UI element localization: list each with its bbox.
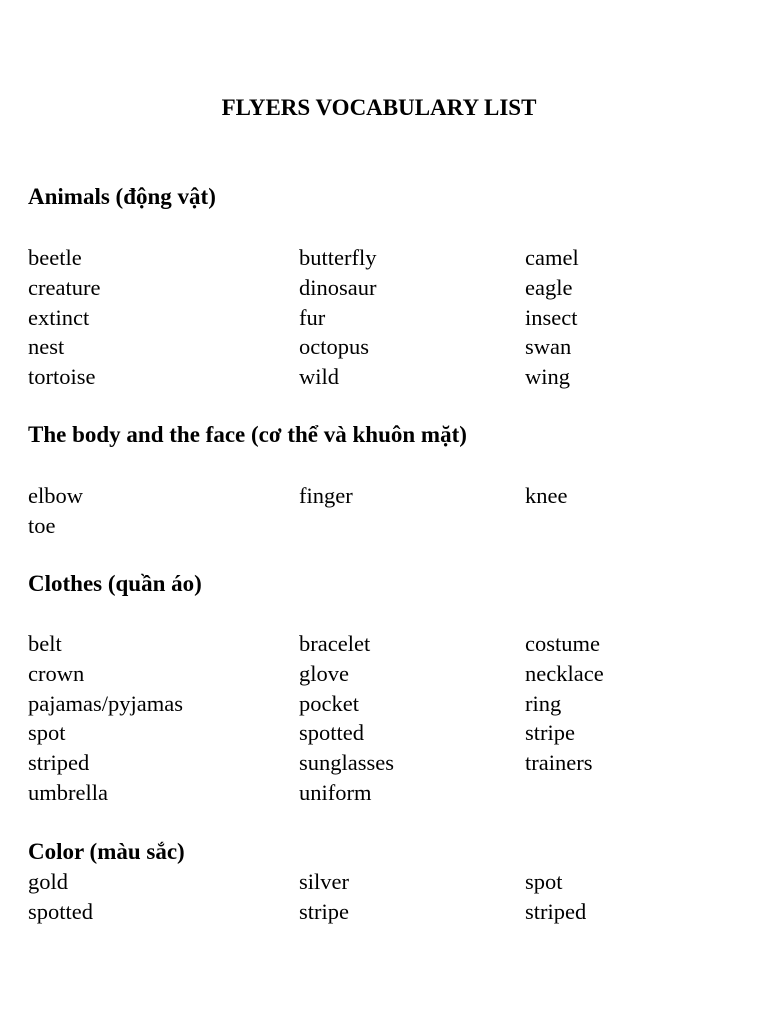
vocabulary-word: eagle: [525, 274, 573, 300]
vocabulary-word: finger: [299, 483, 353, 508]
vocabulary-word: toe: [28, 512, 56, 538]
vocabulary-word: umbrella: [28, 780, 108, 805]
vocabulary-word: silver: [299, 869, 349, 894]
vocabulary-word: crown: [28, 660, 85, 686]
vocabulary-word: necklace: [525, 660, 604, 686]
vocabulary-word: stripe: [299, 898, 349, 924]
vocabulary-word: gold: [28, 869, 69, 894]
vocabulary-word: stripe: [525, 720, 575, 746]
vocabulary-word: sunglasses: [299, 750, 394, 776]
vocabulary-word: trainers: [525, 750, 593, 776]
vocabulary-word: octopus: [299, 334, 369, 360]
vocabulary-word: swan: [525, 334, 572, 360]
vocabulary-word: pajamas/pyjamas: [28, 690, 183, 716]
vocabulary-row: [0, 778, 768, 808]
vocabulary-word: spotted: [299, 720, 364, 746]
vocabulary-row: [0, 659, 768, 689]
vocabulary-word: insect: [525, 304, 578, 330]
vocabulary-word: glove: [299, 660, 349, 686]
vocabulary-word: spotted: [28, 898, 93, 924]
vocabulary-row: [0, 718, 768, 748]
vocabulary-word: knee: [525, 483, 568, 508]
vocabulary-word: nest: [28, 334, 65, 360]
vocabulary-row: [0, 273, 768, 303]
vocabulary-word: spot: [28, 720, 66, 746]
vocabulary-word: pocket: [299, 690, 359, 716]
page-title: FLYERS VOCABULARY LIST: [221, 95, 537, 120]
vocabulary-row: [0, 481, 768, 511]
section-heading: Animals (động vật): [28, 184, 216, 209]
vocabulary-word: spot: [525, 869, 563, 894]
vocabulary-word: extinct: [28, 304, 90, 330]
vocabulary-word: camel: [525, 245, 579, 270]
section-heading: Clothes (quần áo): [28, 571, 202, 596]
vocabulary-row: [0, 362, 768, 392]
vocabulary-word: butterfly: [299, 245, 377, 270]
vocabulary-row: [0, 748, 768, 778]
vocabulary-word: creature: [28, 274, 101, 300]
vocabulary-word: costume: [525, 631, 600, 656]
vocabulary-row: [0, 867, 768, 897]
vocabulary-word: belt: [28, 631, 62, 656]
vocabulary-word: bracelet: [299, 631, 371, 656]
section-heading: Color (màu sắc): [28, 839, 185, 864]
vocabulary-word: wing: [525, 364, 570, 390]
vocabulary-row: [0, 243, 768, 273]
vocabulary-word: striped: [525, 898, 587, 924]
vocabulary-word: striped: [28, 750, 90, 776]
section-heading: The body and the face (cơ thể và khuôn mặt): [28, 422, 467, 447]
vocabulary-word: beetle: [28, 245, 82, 270]
vocabulary-word: dinosaur: [299, 274, 377, 300]
vocabulary-word: wild: [299, 364, 340, 390]
vocabulary-row: [0, 303, 768, 333]
vocabulary-word: ring: [525, 690, 562, 716]
vocabulary-word: elbow: [28, 483, 83, 508]
vocabulary-row: [0, 511, 768, 541]
vocabulary-word: fur: [299, 304, 326, 330]
vocabulary-row: [0, 689, 768, 719]
vocabulary-word: uniform: [299, 780, 372, 805]
vocabulary-row: [0, 332, 768, 362]
vocabulary-row: [0, 629, 768, 659]
vocabulary-row: [0, 897, 768, 927]
vocabulary-word: tortoise: [28, 364, 96, 390]
